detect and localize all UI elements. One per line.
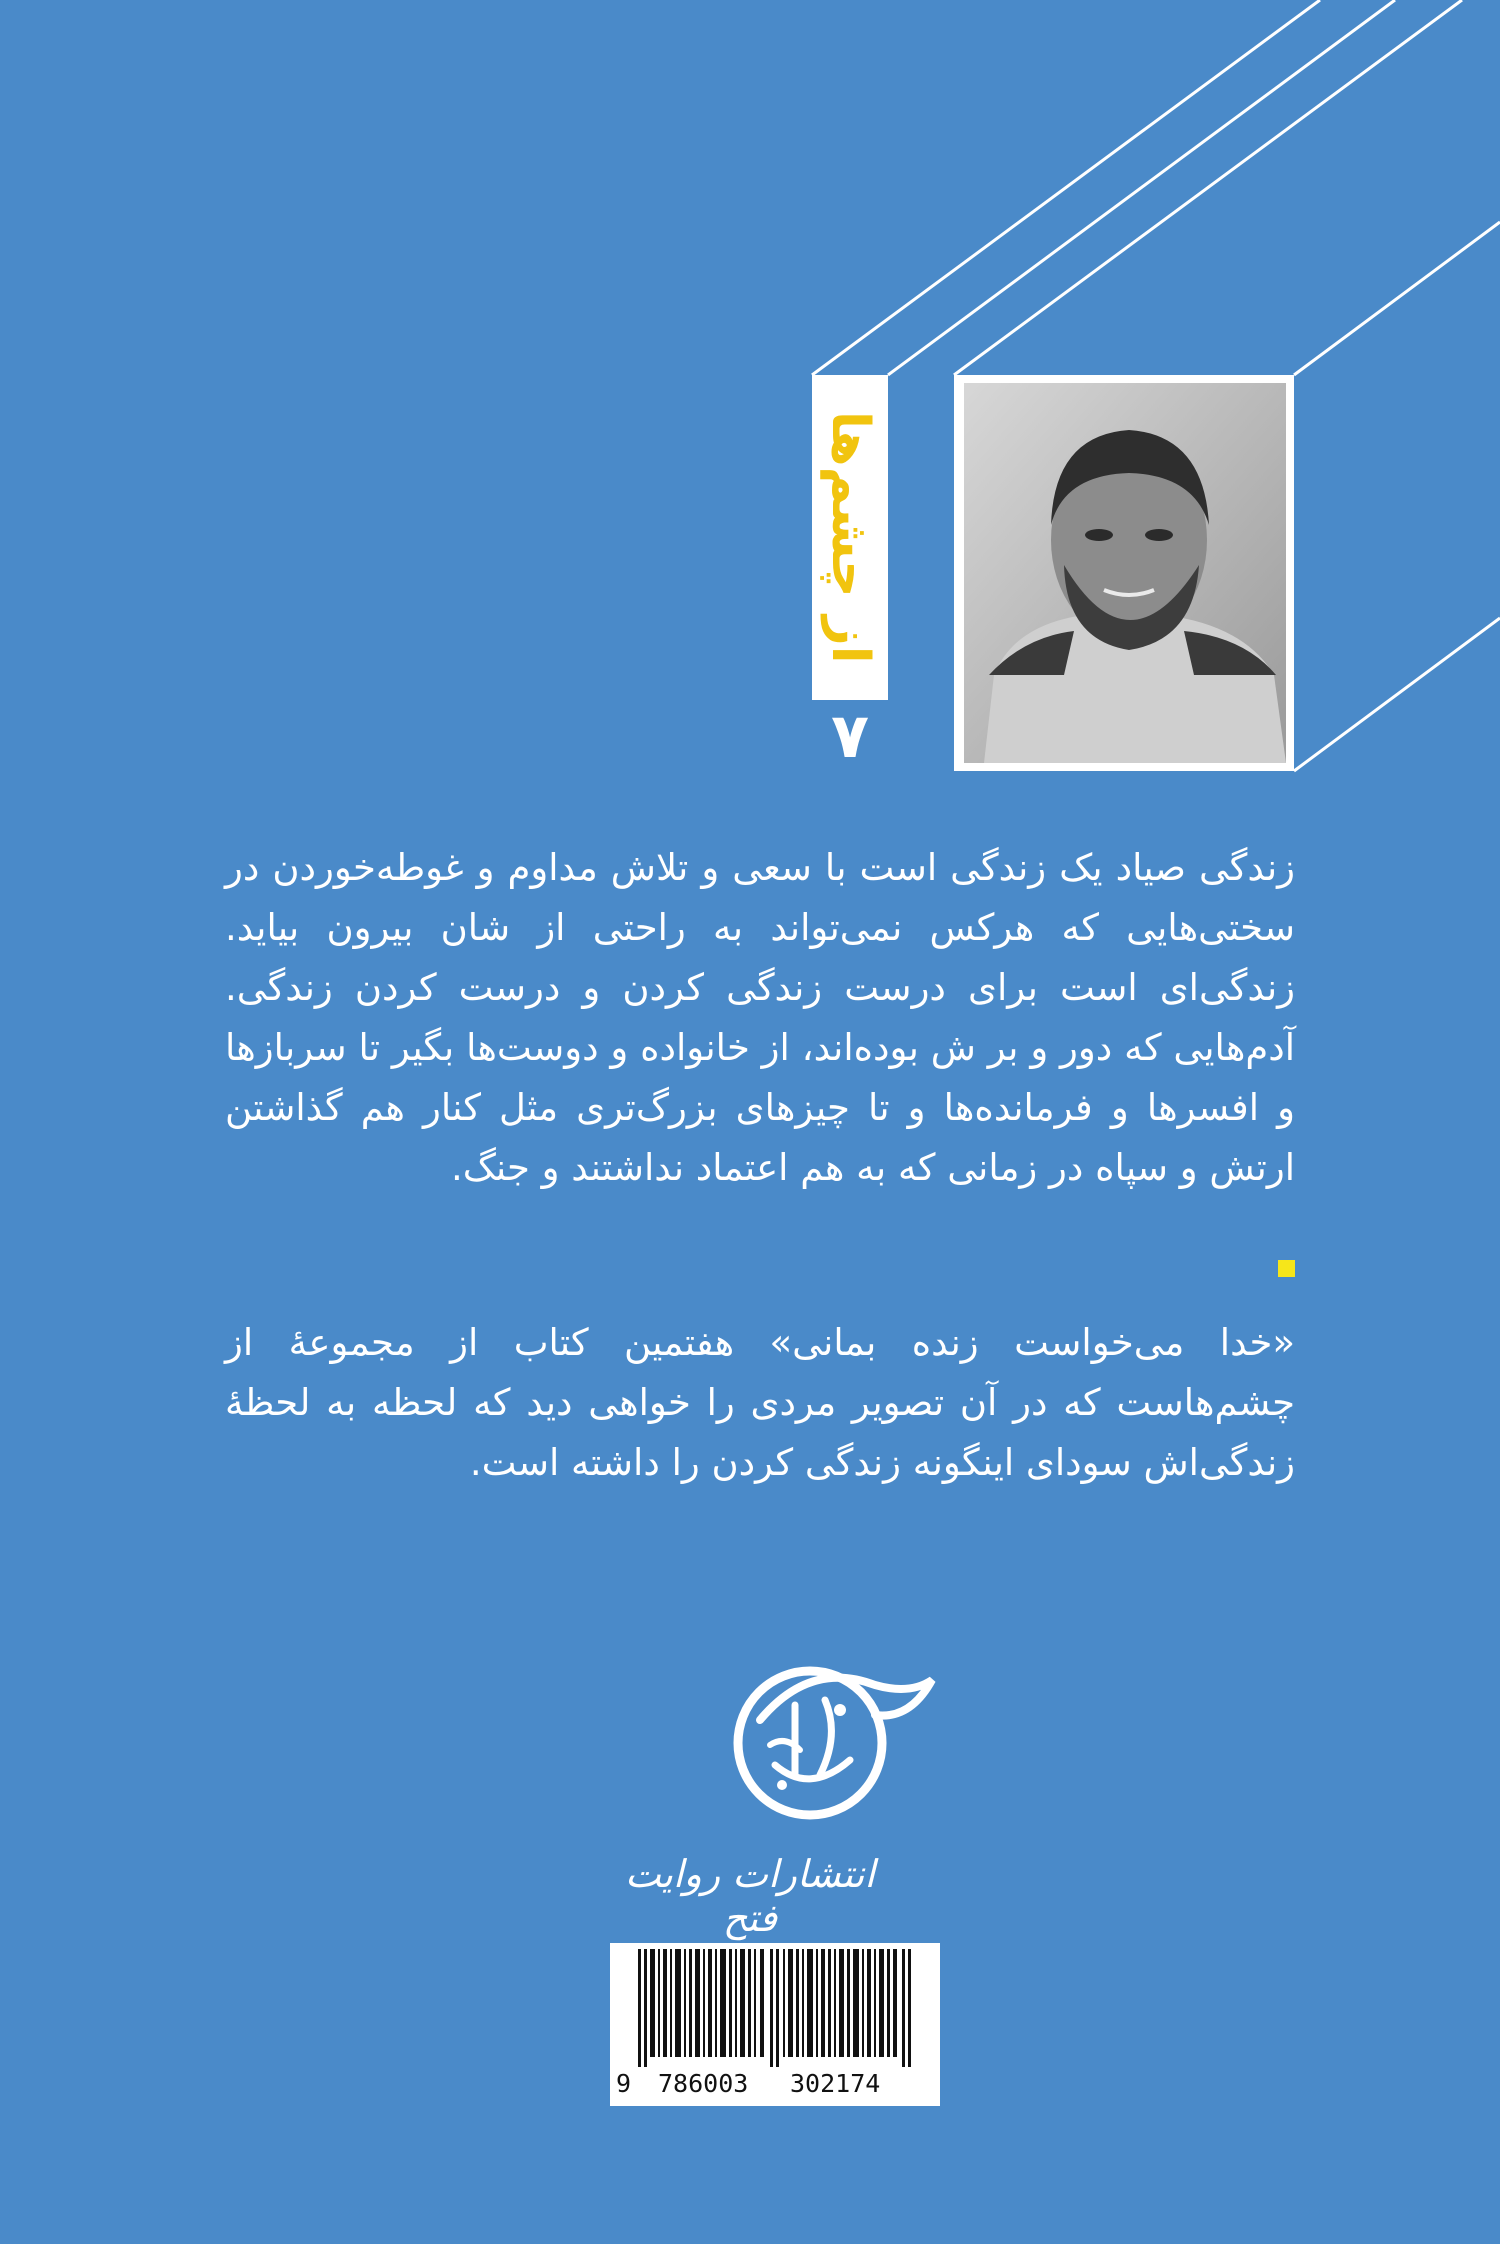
barcode-icon [610, 1943, 940, 2071]
yellow-square-bullet [1278, 1260, 1295, 1277]
description-paragraph-2: «خدا می‌خواست زنده بمانی» هفتمین کتاب از مجموعهٔ از چشم‌هاست که در آن تصویر مردی را خواهی دید که لحظه به لحظهٔ زندگی‌اش سودای اینگونه زندگی کردن را داشته است. [225, 1321, 1295, 1484]
publisher-logo-icon [700, 1625, 940, 1845]
barcode-digit-lead: 9 [616, 2069, 632, 2098]
portrait-photo [954, 375, 1294, 771]
barcode-digits-right: 302174 [790, 2069, 881, 2098]
description-paragraph-1: زندگی صیاد یک زندگی است با سعی و تلاش مداوم و غوطه‌خوردن در سختی‌هایی که هرکس نمی‌تواند به راحتی از شان بیرون بیاید. زندگی‌ای است برای درست زندگی کردن و درست کردن زندگی. آدم‌هایی که دور و بر ش بوده‌اند، از خانواده و دوست‌ها بگیر تا سربازها و افسرها و فرمانده‌ها و تا چیزهای بزرگ‌تری مثل کنار هم گذاشتن ارتش و سپاه در زمانی که به هم اعتماد نداشتند و جنگ. [225, 846, 1295, 1189]
barcode-digits-left: 786003 [658, 2069, 749, 2098]
portrait-photo-icon [954, 375, 1294, 771]
series-number: ۷ [812, 700, 888, 771]
publisher-name: انتشارات روایت فتح [625, 1852, 875, 1940]
isbn-barcode [610, 1943, 940, 2106]
series-title: از چشم‌ها [820, 411, 880, 664]
series-title-box [818, 380, 882, 695]
barcode-digits [610, 2069, 940, 2103]
